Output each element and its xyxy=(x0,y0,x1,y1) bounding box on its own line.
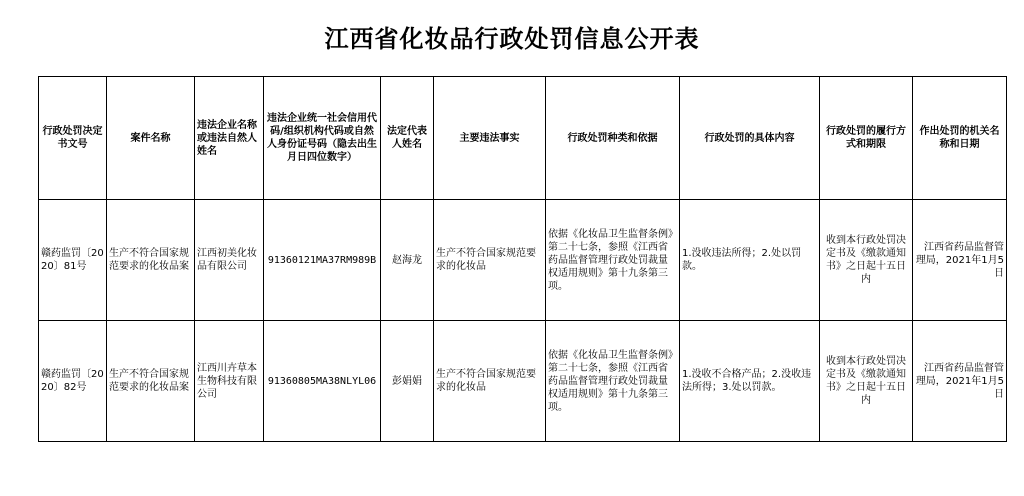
cell-authority: 江西省药品监督管理局，2021年1月5日 xyxy=(913,200,1007,321)
cell-case-name: 生产不符合国家规范要求的化妆品案 xyxy=(107,200,195,321)
header-legal-rep: 法定代表人姓名 xyxy=(381,77,434,200)
cell-method: 收到本行政处罚决定书及《缴款通知书》之日起十五日内 xyxy=(820,321,913,442)
cell-content: 1.没收违法所得；2.处以罚款。 xyxy=(680,200,820,321)
cell-doc-no: 赣药监罚〔2020〕81号 xyxy=(39,200,107,321)
cell-basis: 依据《化妆品卫生监督条例》第二十七条，参照《江西省药品监督管理行政处罚裁量权适用规则》第十九条第三项。 xyxy=(546,321,680,442)
cell-doc-no: 赣药监罚〔2020〕82号 xyxy=(39,321,107,442)
cell-facts: 生产不符合国家规范要求的化妆品 xyxy=(434,200,546,321)
cell-credit-code: 91360121MA37RM989B xyxy=(264,200,381,321)
cell-company: 江西川卉草本生物科技有限公司 xyxy=(195,321,264,442)
cell-basis: 依据《化妆品卫生监督条例》第二十七条，参照《江西省药品监督管理行政处罚裁量权适用规则》第十九条第三项。 xyxy=(546,200,680,321)
cell-case-name: 生产不符合国家规范要求的化妆品案 xyxy=(107,321,195,442)
table-header-row xyxy=(39,77,1007,200)
cell-method: 收到本行政处罚决定书及《缴款通知书》之日起十五日内 xyxy=(820,200,913,321)
page-title: 江西省化妆品行政处罚信息公开表 xyxy=(324,25,700,53)
header-authority: 作出处罚的机关名称和日期 xyxy=(913,77,1007,200)
cell-company: 江西初美化妆品有限公司 xyxy=(195,200,264,321)
cell-legal-rep: 彭娟娟 xyxy=(381,321,434,442)
header-case-name: 案件名称 xyxy=(107,77,195,200)
cell-legal-rep: 赵海龙 xyxy=(381,200,434,321)
table-row xyxy=(39,200,1007,321)
header-basis: 行政处罚种类和依据 xyxy=(546,77,680,200)
header-content: 行政处罚的具体内容 xyxy=(680,77,820,200)
cell-authority: 江西省药品监督管理局，2021年1月5日 xyxy=(913,321,1007,442)
header-credit-code: 违法企业统一社会信用代码/组织机构代码或自然人身份证号码（隐去出生月日四位数字） xyxy=(264,77,381,200)
header-company: 违法企业名称或违法自然人姓名 xyxy=(195,77,264,200)
cell-credit-code: 91360805MA38NLYL06 xyxy=(264,321,381,442)
table-row xyxy=(39,321,1007,442)
header-facts: 主要违法事实 xyxy=(434,77,546,200)
cell-content: 1.没收不合格产品；2.没收违法所得；3.处以罚款。 xyxy=(680,321,820,442)
penalty-info-table xyxy=(38,76,1007,442)
header-doc-no: 行政处罚决定书文号 xyxy=(39,77,107,200)
header-method: 行政处罚的履行方式和期限 xyxy=(820,77,913,200)
cell-facts: 生产不符合国家规范要求的化妆品 xyxy=(434,321,546,442)
